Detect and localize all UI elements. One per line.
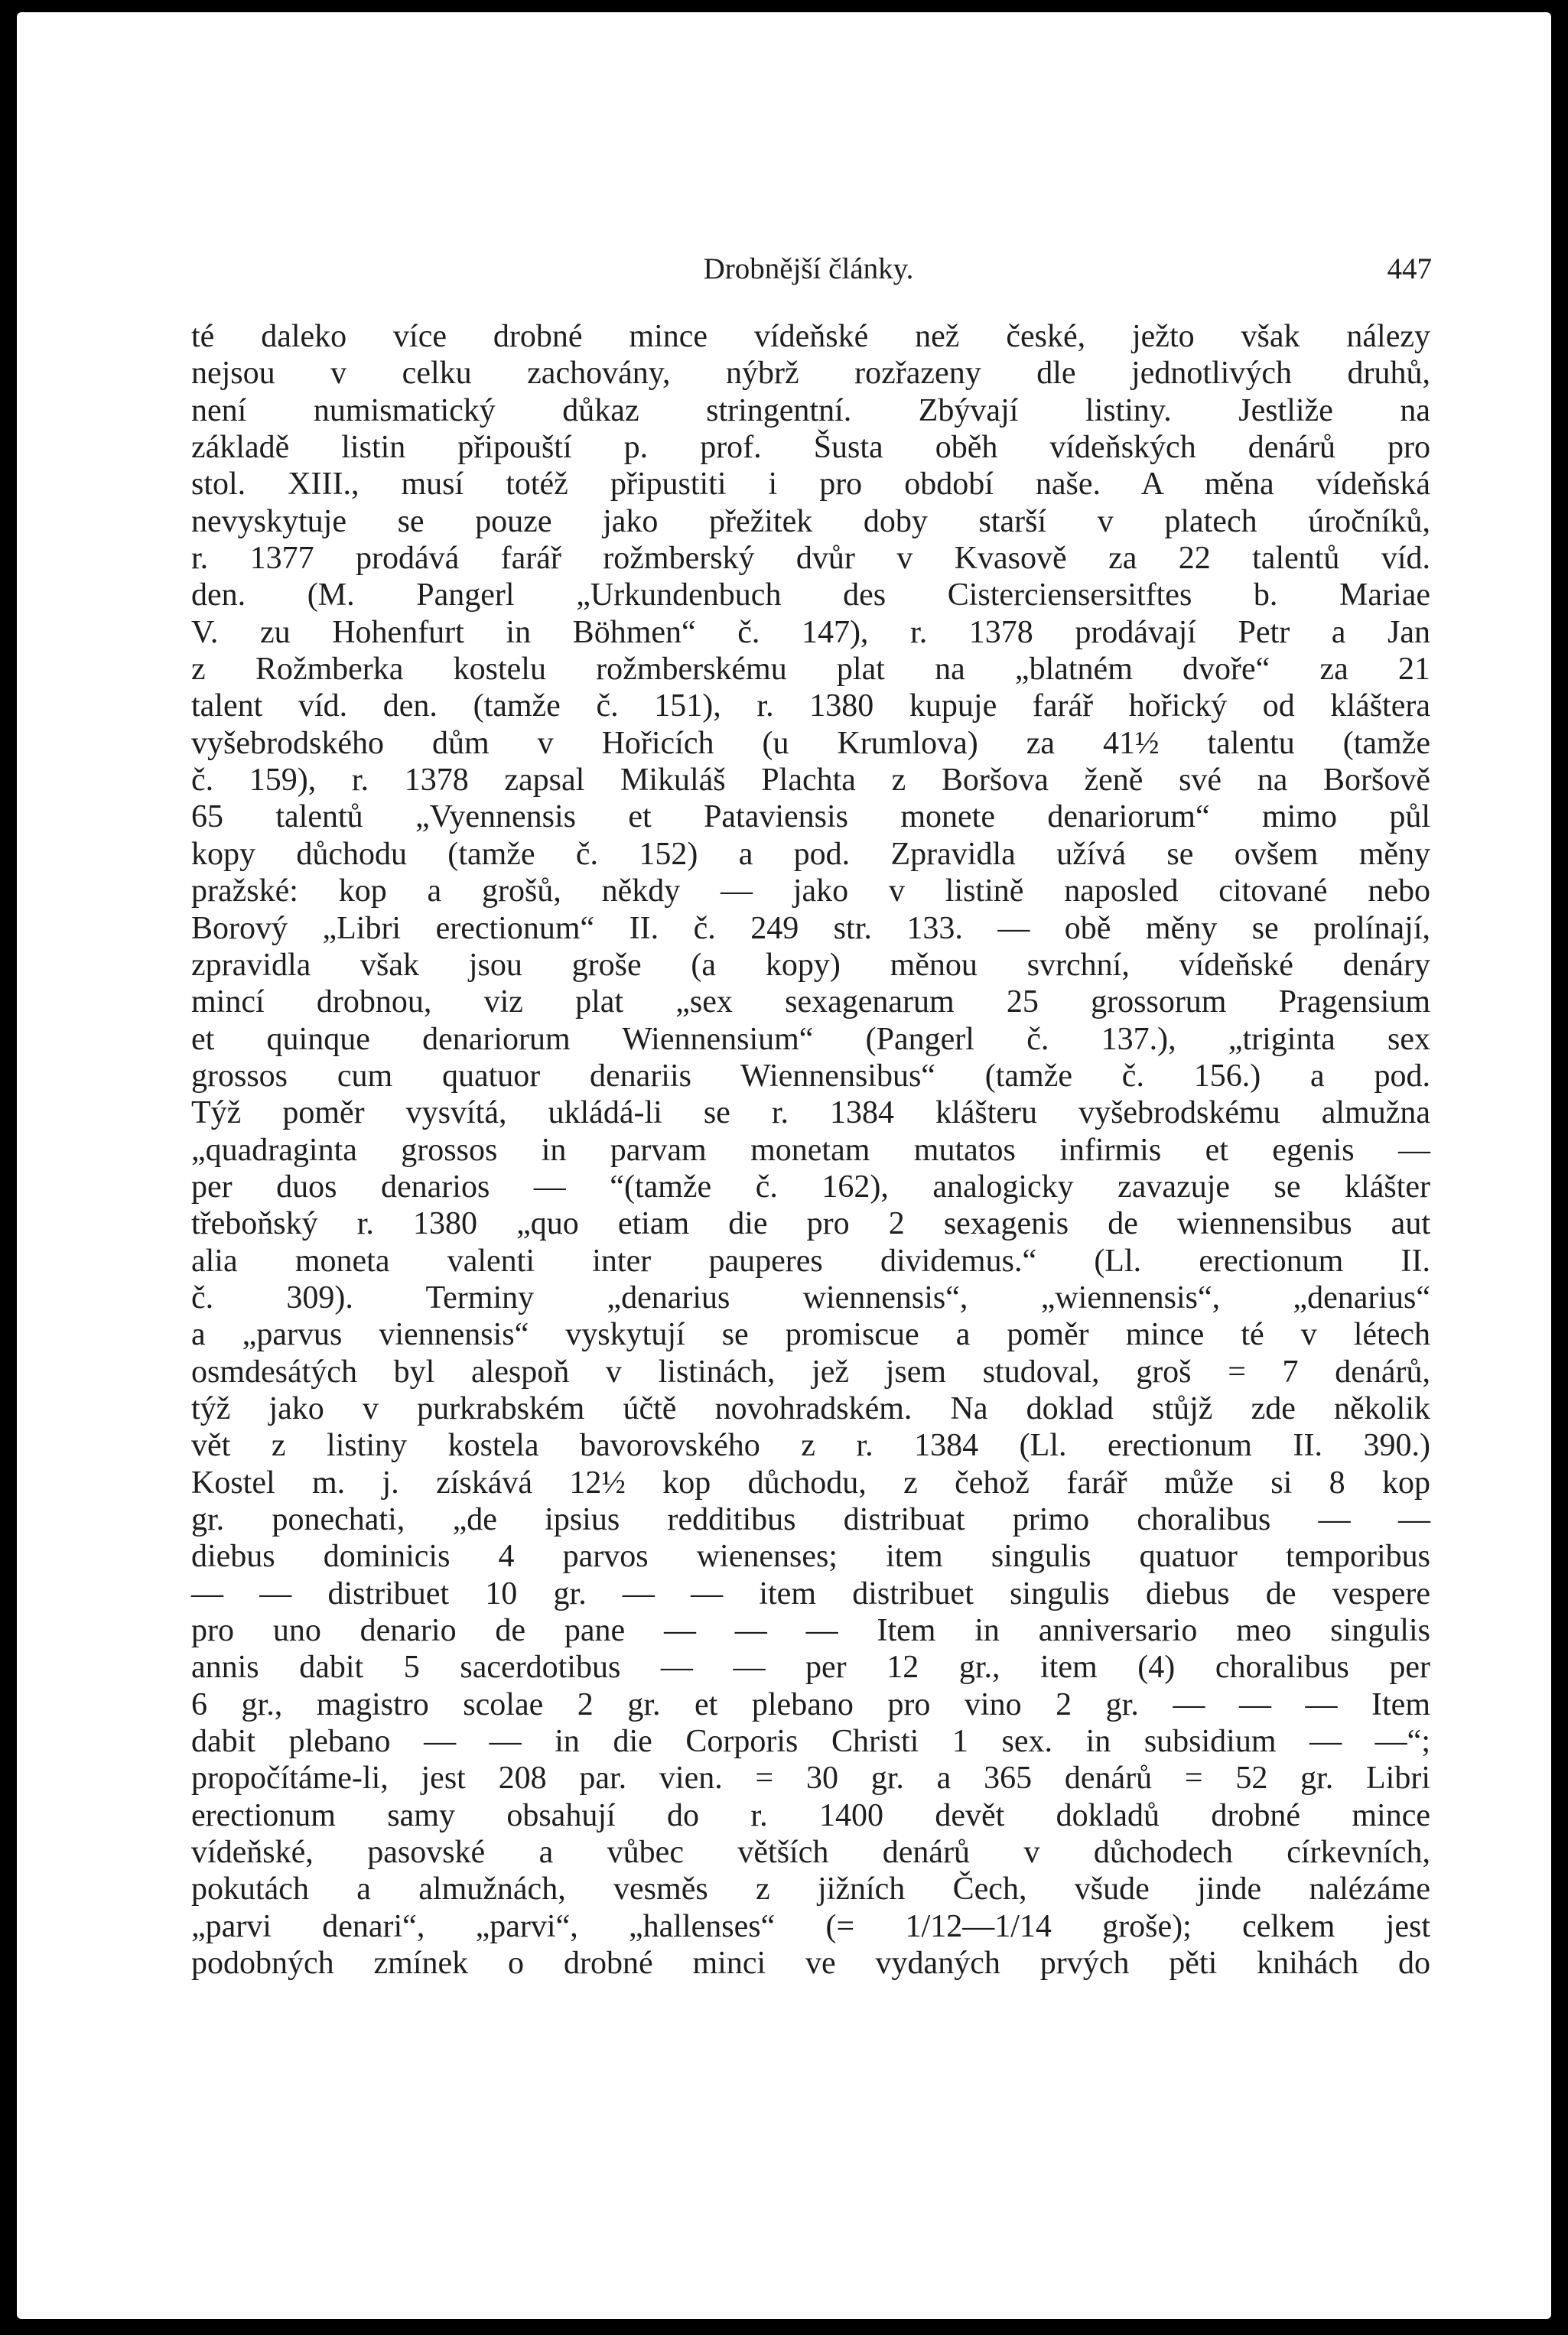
text-line: z Rožmberka kostelu rožmberskému plat na „blatném dvoře“ za 21 [191,652,1430,688]
text-line: mincí drobnou, viz plat „sex sexagenarum 25 grossorum Pragensium [191,984,1430,1020]
text-line: pražské: kop a grošů, někdy — jako v listině naposled citované nebo [191,873,1430,909]
text-line: gr. ponechati, „de ipsius redditibus distribuat primo choralibus — — [191,1502,1430,1537]
text-line: erectionum samy obsahují do r. 1400 devět dokladů drobné mince [191,1797,1430,1833]
text-line: annis dabit 5 sacerdotibus — — per 12 gr., item (4) choralibus per [191,1650,1430,1686]
text-line: č. 309). Terminy „denarius wiennensis“, „wiennensis“, „denarius“ [191,1280,1430,1315]
text-line: nevyskytuje se pouze jako přežitek doby starší v platech úročníků, [191,503,1430,539]
text-line: osmdesátých byl alespoň v listinách, jež jsem studoval, groš = 7 denárů, [191,1354,1430,1390]
text-line: „parvi denari“, „parvi“, „hallenses“ (= 1/12—1/14 groše); celkem jest [191,1908,1430,1944]
text-line: — — distribuet 10 gr. — — item distribuet singulis diebus de vespere [191,1576,1430,1611]
text-line: Kostel m. j. získává 12½ kop důchodu, z čehož farář může si 8 kop [191,1465,1430,1501]
header-title: Drobnější články. [703,252,914,285]
text-line: kopy důchodu (tamže č. 152) a pod. Zpravidla užívá se ovšem měny [191,836,1430,872]
text-line: pokutách a almužnách, vesměs z jižních Čech, všude jinde nalézáme [191,1872,1430,1907]
text-line: talent víd. den. (tamže č. 151), r. 1380 kupuje farář hořický od kláštera [191,688,1430,724]
text-line: vídeňské, pasovské a vůbec větších denárů v důchodech církevních, [191,1835,1430,1871]
text-line: není numismatický důkaz stringentní. Zbývají listiny. Jestliže na [191,392,1430,428]
text-line: et quinque denariorum Wiennensium“ (Pangerl č. 137.), „triginta sex [191,1021,1430,1057]
page-number: 447 [1387,252,1432,285]
running-header [185,252,1432,288]
text-line: týž jako v purkrabském účtě novohradském. Na doklad stůjž zde několik [191,1390,1430,1426]
text-line: per duos denarios — “(tamže č. 162), analogicky zavazuje se klášter [191,1169,1430,1205]
text-line: vět z listiny kostela bavorovského z r. 1384 (Ll. erectionum II. 390.) [191,1428,1430,1464]
text-line: a „parvus viennensis“ vyskytují se promiscue a poměr mince té v létech [191,1317,1430,1353]
text-line: dabit plebano — — in die Corporis Christi 1 sex. in subsidium — —“; [191,1724,1430,1760]
text-line: té daleko více drobné mince vídeňské než české, ježto však nálezy [191,319,1430,354]
text-line: den. (M. Pangerl „Urkundenbuch des Cisterciensersitftes b. Mariae [191,577,1430,613]
text-line: r. 1377 prodává farář rožmberský dvůr v Kvasově za 22 talentů víd. [191,541,1430,577]
text-line: Týž poměr vysvítá, ukládá-li se r. 1384 klášteru vyšebrodskému almužna [191,1095,1430,1131]
text-line: propočítáme-li, jest 208 par. vien. = 30 gr. a 365 denárů = 52 gr. Libri [191,1761,1430,1797]
text-line: V. zu Hohenfurt in Böhmen“ č. 147), r. 1378 prodávají Petr a Jan [191,614,1430,650]
text-line: 6 gr., magistro scolae 2 gr. et plebano pro vino 2 gr. — — — Item [191,1686,1430,1722]
body-text [191,318,1430,1982]
text-line: alia moneta valenti inter pauperes dividemus.“ (Ll. erectionum II. [191,1243,1430,1279]
text-line: 65 talentů „Vyennensis et Pataviensis monete denariorum“ mimo půl [191,799,1430,835]
text-line: diebus dominicis 4 parvos wienenses; item singulis quatuor temporibus [191,1539,1430,1575]
text-line: Borový „Libri erectionum“ II. č. 249 str. 133. — obě měny se prolínají, [191,910,1430,946]
text-line: základě listin připouští p. prof. Šusta oběh vídeňských denárů pro [191,430,1430,466]
text-line: podobných zmínek o drobné minci ve vydaných prvých pěti knihách do [191,1946,1430,1982]
text-line: nejsou v celku zachovány, nýbrž rozřazeny dle jednotlivých druhů, [191,356,1430,392]
text-line: pro uno denario de pane — — — Item in anniversario meo singulis [191,1613,1430,1649]
text-line: grossos cum quatuor denariis Wiennensibus“ (tamže č. 156.) a pod. [191,1058,1430,1094]
text-line: č. 159), r. 1378 zapsal Mikuláš Plachta z Boršova ženě své na Boršově [191,763,1430,798]
text-line: zpravidla však jsou groše (a kopy) měnou svrchní, vídeňské denáry [191,947,1430,983]
text-line: třeboňský r. 1380 „quo etiam die pro 2 sexagenis de wiennensibus aut [191,1206,1430,1242]
page-sheet [17,12,1551,2319]
text-line: „quadraginta grossos in parvam monetam mutatos infirmis et egenis — [191,1132,1430,1168]
text-line: stol. XIII., musí totéž připustiti i pro období naše. A měna vídeňská [191,467,1430,502]
text-line: vyšebrodského dům v Hořicích (u Krumlova) za 41½ talentu (tamže [191,725,1430,761]
